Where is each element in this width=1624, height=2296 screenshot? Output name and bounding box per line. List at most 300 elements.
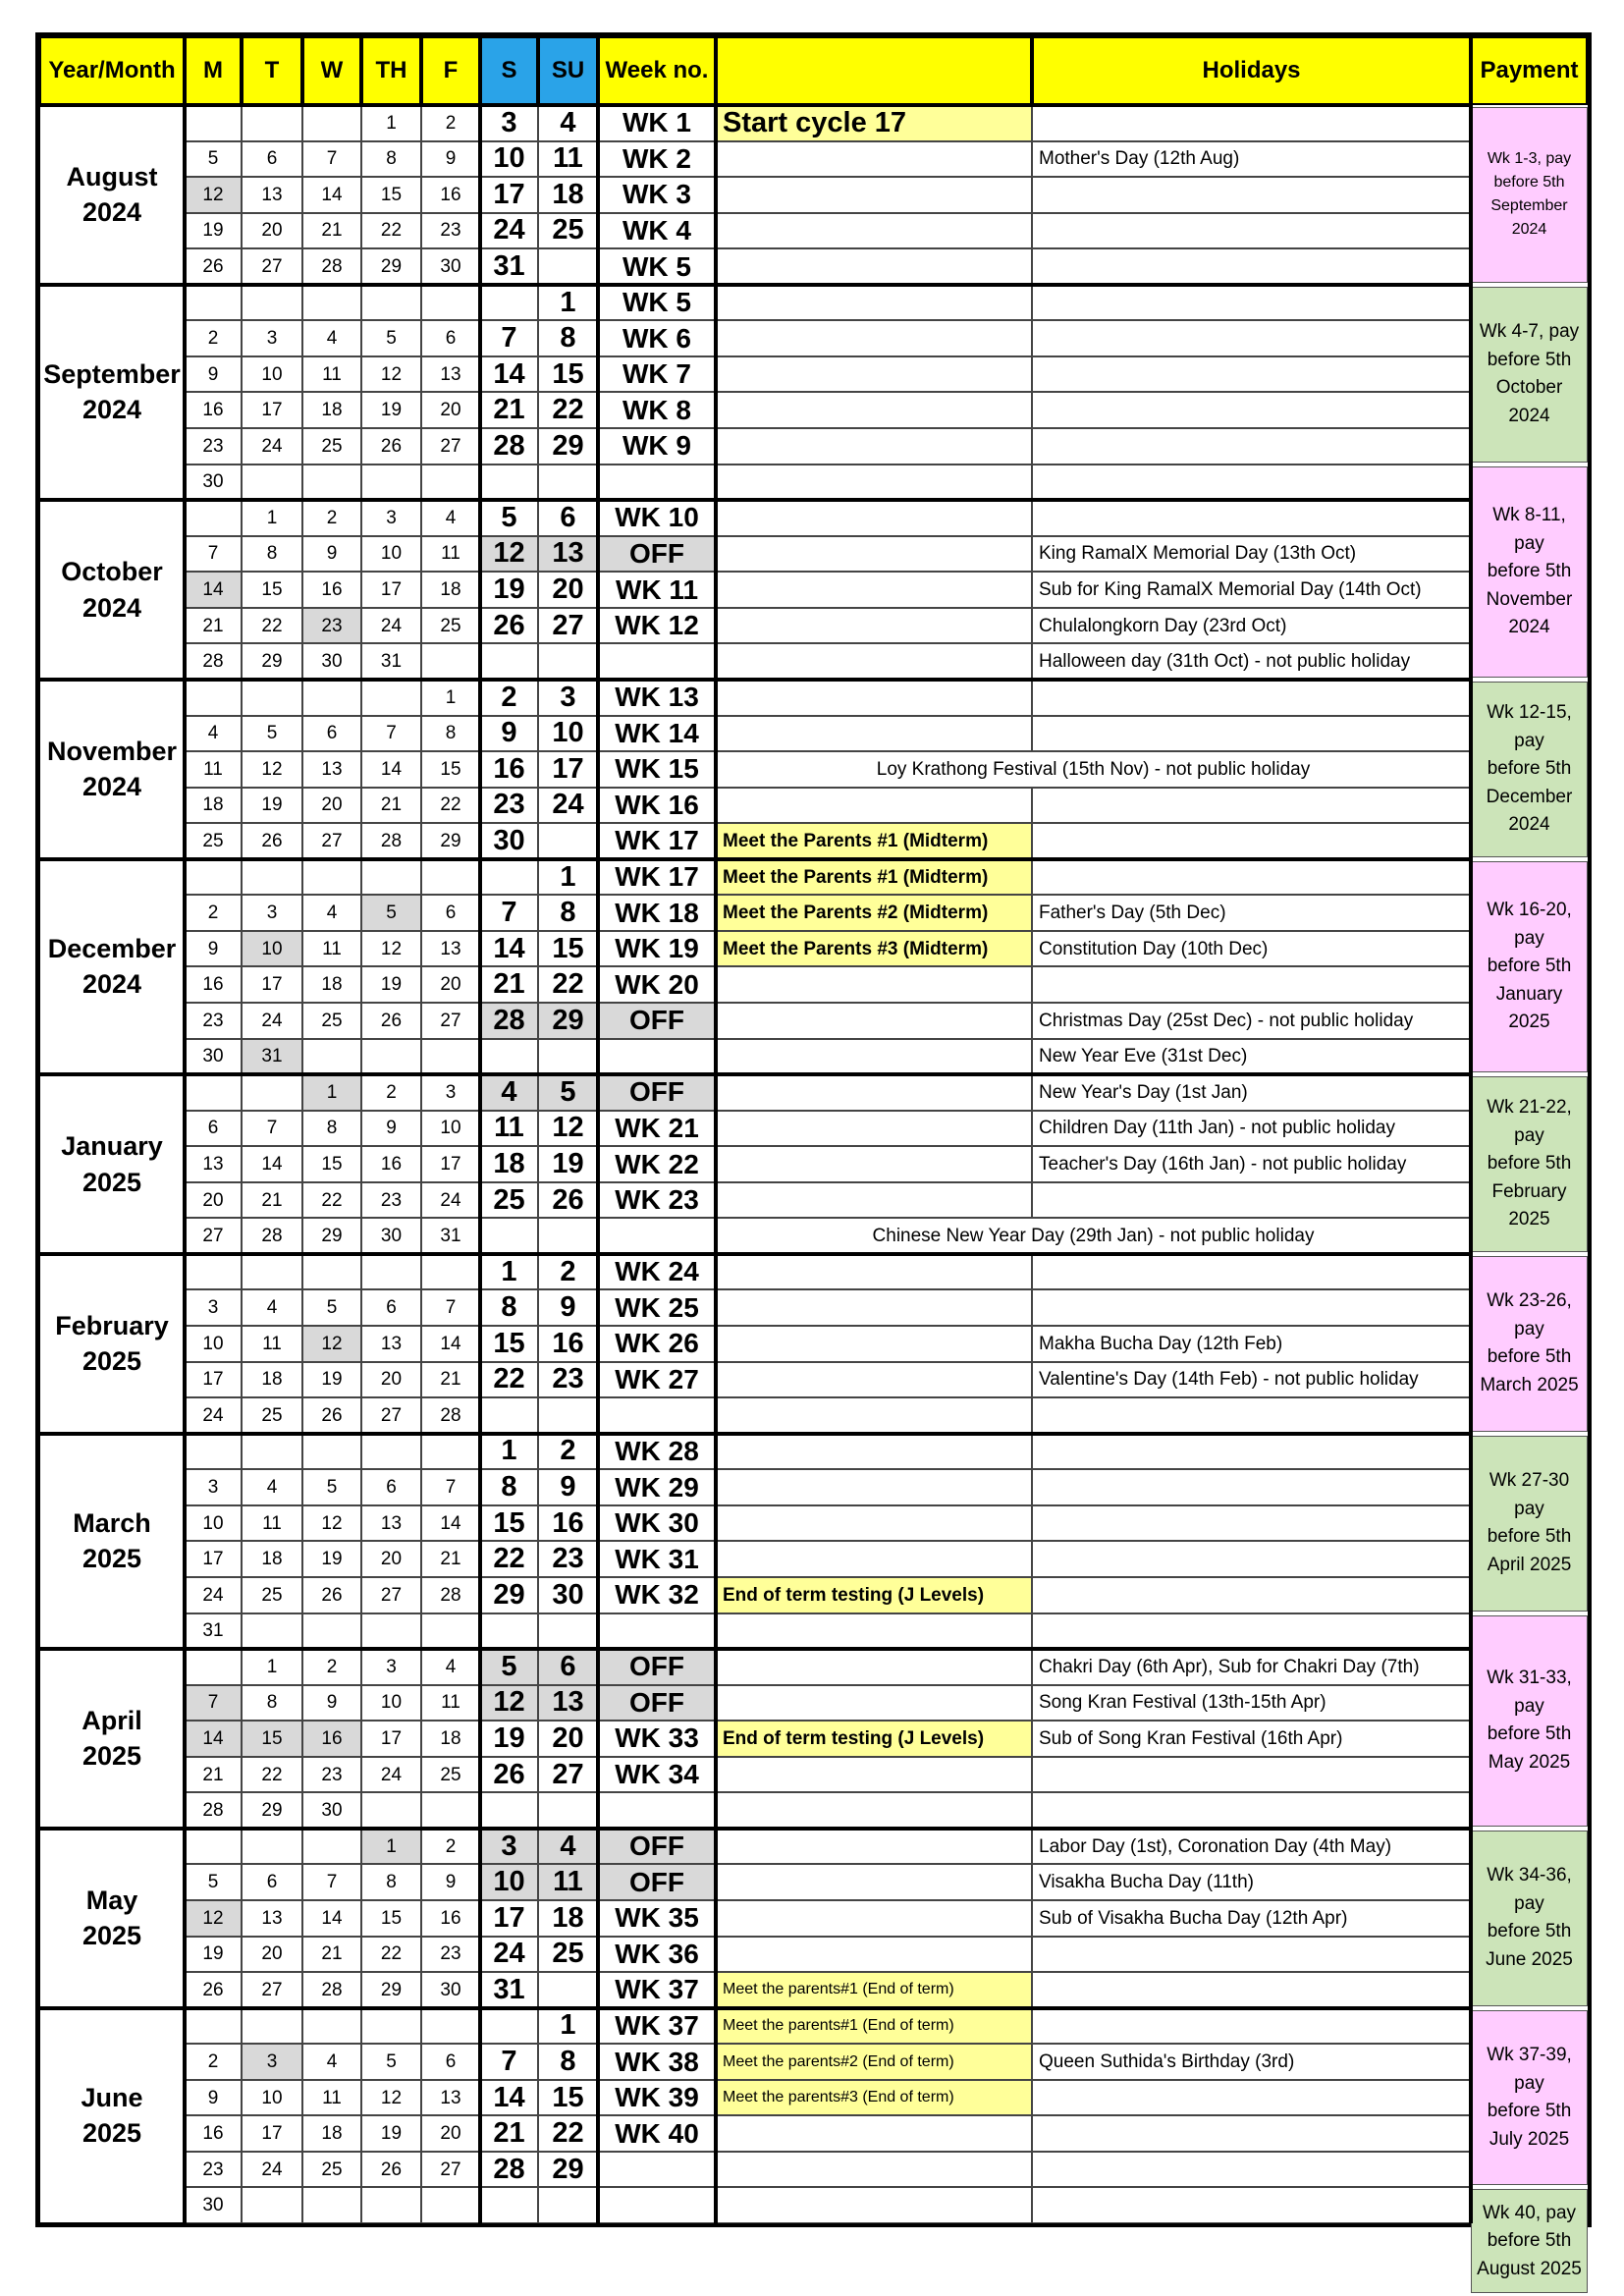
week-number: WK 30 — [598, 1505, 716, 1542]
holiday-note — [1032, 1972, 1471, 2008]
day-cell-fri: 20 — [421, 2115, 480, 2152]
day-cell-sat: 19 — [480, 1721, 538, 1757]
holiday-note — [1032, 213, 1471, 249]
holiday-note — [1032, 2115, 1471, 2152]
day-cell-sun: 15 — [538, 356, 598, 393]
day-cell-wed — [302, 1039, 361, 1075]
day-cell-mon — [185, 1649, 242, 1685]
school-event — [716, 141, 1032, 178]
day-cell-sat: 5 — [480, 500, 538, 536]
holiday-note: Teacher's Day (16th Jan) - not public holiday — [1032, 1146, 1471, 1182]
day-cell-sun — [538, 1613, 598, 1650]
day-cell-wed: 4 — [302, 2044, 361, 2080]
day-cell-thu: 20 — [361, 1362, 421, 1398]
holiday-note: King RamalX Memorial Day (13th Oct) — [1032, 536, 1471, 573]
day-cell-fri: 14 — [421, 1505, 480, 1542]
day-cell-fri: 31 — [421, 1218, 480, 1254]
holiday-note — [1032, 356, 1471, 393]
school-event — [716, 788, 1032, 824]
day-cell-sat: 7 — [480, 895, 538, 931]
school-event — [716, 177, 1032, 213]
holiday-note — [1032, 428, 1471, 465]
day-cell-wed — [302, 680, 361, 716]
week-number: WK 14 — [598, 716, 716, 752]
week-number — [598, 1613, 716, 1650]
day-cell-tue: 15 — [242, 1721, 302, 1757]
day-cell-fri — [421, 1254, 480, 1290]
day-cell-mon: 30 — [185, 2187, 242, 2223]
day-cell-tue: 10 — [242, 356, 302, 393]
holiday-note — [1032, 1397, 1471, 1434]
month-year: 2025 — [81, 1346, 142, 1377]
day-cell-sat: 1 — [480, 1434, 538, 1470]
day-cell-sun: 20 — [538, 1721, 598, 1757]
day-cell-wed: 21 — [302, 1937, 361, 1973]
day-cell-mon — [185, 680, 242, 716]
week-number: OFF — [598, 1864, 716, 1900]
holiday-note: Sub for King RamalX Memorial Day (14th Oct) — [1032, 572, 1471, 608]
day-cell-wed: 5 — [302, 1289, 361, 1326]
day-cell-fri: 7 — [421, 1469, 480, 1505]
day-cell-sun: 2 — [538, 1254, 598, 1290]
day-cell-fri: 25 — [421, 608, 480, 644]
day-cell-fri: 16 — [421, 177, 480, 213]
day-cell-wed: 14 — [302, 1900, 361, 1937]
payment-deadline: Wk 12-15, pay before 5th December 2024 — [1471, 682, 1588, 857]
header-tuesday: T — [242, 36, 302, 105]
header-sunday: SU — [538, 36, 598, 105]
day-cell-sun: 1 — [538, 859, 598, 896]
day-cell-mon: 28 — [185, 1792, 242, 1829]
holiday-note — [1032, 1182, 1471, 1219]
day-cell-thu: 26 — [361, 2152, 421, 2188]
holiday-note: Chulalongkorn Day (23rd Oct) — [1032, 608, 1471, 644]
month-name: September — [43, 359, 181, 390]
day-cell-thu: 15 — [361, 1900, 421, 1937]
day-cell-fri: 2 — [421, 1829, 480, 1865]
week-number: WK 31 — [598, 1541, 716, 1577]
day-cell-tue: 21 — [242, 1182, 302, 1219]
day-cell-sun: 11 — [538, 1864, 598, 1900]
day-cell-wed: 11 — [302, 356, 361, 393]
day-cell-fri: 21 — [421, 1362, 480, 1398]
day-cell-fri: 4 — [421, 1649, 480, 1685]
week-number: WK 32 — [598, 1577, 716, 1613]
day-cell-mon: 24 — [185, 1577, 242, 1613]
day-cell-wed: 18 — [302, 966, 361, 1003]
school-event: Meet the Parents #3 (Midterm) — [716, 931, 1032, 967]
day-cell-wed: 23 — [302, 608, 361, 644]
month-year: 2024 — [81, 395, 142, 425]
day-cell-thu: 14 — [361, 751, 421, 788]
day-cell-thu: 1 — [361, 1829, 421, 1865]
day-cell-sun: 15 — [538, 2080, 598, 2116]
school-event — [716, 320, 1032, 356]
day-cell-thu: 24 — [361, 1757, 421, 1793]
header-friday: F — [421, 36, 480, 105]
day-cell-mon: 30 — [185, 1039, 242, 1075]
school-event — [716, 1469, 1032, 1505]
day-cell-mon: 16 — [185, 392, 242, 428]
day-cell-thu — [361, 1039, 421, 1075]
day-cell-tue: 17 — [242, 392, 302, 428]
month-label — [39, 680, 185, 859]
day-cell-sun: 2 — [538, 1434, 598, 1470]
day-cell-tue: 11 — [242, 1326, 302, 1362]
school-event — [716, 1362, 1032, 1398]
day-cell-wed: 22 — [302, 1182, 361, 1219]
day-cell-mon — [185, 500, 242, 536]
day-cell-sat: 5 — [480, 1649, 538, 1685]
day-cell-wed: 8 — [302, 1111, 361, 1147]
payment-deadline: Wk 37-39, pay before 5th July 2025 — [1471, 2010, 1588, 2186]
month-divider — [39, 1072, 1471, 1076]
day-cell-wed: 26 — [302, 1397, 361, 1434]
day-cell-wed — [302, 859, 361, 896]
day-cell-fri: 2 — [421, 105, 480, 141]
payment-deadline: Wk 23-26, pay before 5th March 2025 — [1471, 1256, 1588, 1432]
day-cell-fri — [421, 859, 480, 896]
day-cell-mon: 28 — [185, 643, 242, 680]
day-cell-sat — [480, 1039, 538, 1075]
day-cell-sat: 10 — [480, 1864, 538, 1900]
week-number — [598, 1218, 716, 1254]
day-cell-mon: 2 — [185, 320, 242, 356]
week-number: OFF — [598, 1685, 716, 1722]
day-cell-fri: 21 — [421, 1541, 480, 1577]
month-label — [39, 1254, 185, 1434]
month-label — [39, 1829, 185, 2008]
week-number: WK 29 — [598, 1469, 716, 1505]
day-cell-sun: 6 — [538, 500, 598, 536]
school-event: End of term testing (J Levels) — [716, 1721, 1032, 1757]
day-cell-mon: 7 — [185, 536, 242, 573]
day-cell-thu: 13 — [361, 1505, 421, 1542]
school-event: Meet the Parents #2 (Midterm) — [716, 895, 1032, 931]
day-cell-sun: 29 — [538, 2152, 598, 2188]
day-cell-mon: 11 — [185, 751, 242, 788]
day-cell-sun: 13 — [538, 1685, 598, 1722]
holiday-note — [1032, 859, 1471, 896]
day-cell-sat: 12 — [480, 536, 538, 573]
day-cell-mon: 2 — [185, 895, 242, 931]
school-event — [716, 1289, 1032, 1326]
week-number: WK 21 — [598, 1111, 716, 1147]
day-cell-sat: 25 — [480, 1182, 538, 1219]
day-cell-thu: 3 — [361, 1649, 421, 1685]
day-cell-sun: 8 — [538, 895, 598, 931]
day-cell-tue: 25 — [242, 1577, 302, 1613]
week-number: WK 5 — [598, 285, 716, 321]
day-cell-mon: 3 — [185, 1469, 242, 1505]
holiday-note — [1032, 1505, 1471, 1542]
day-cell-thu: 28 — [361, 823, 421, 859]
holiday-note: Valentine's Day (14th Feb) - not public holiday — [1032, 1362, 1471, 1398]
school-event — [716, 680, 1032, 716]
payment-deadline: Wk 21-22, pay before 5th February 2025 — [1471, 1076, 1588, 1252]
day-cell-mon: 4 — [185, 716, 242, 752]
column-divider — [478, 36, 482, 2223]
school-event — [716, 1003, 1032, 1039]
day-cell-fri: 27 — [421, 2152, 480, 2188]
day-cell-wed: 25 — [302, 428, 361, 465]
holiday-note — [1032, 2152, 1471, 2188]
day-cell-thu: 5 — [361, 895, 421, 931]
day-cell-fri: 6 — [421, 895, 480, 931]
month-name: November — [46, 736, 178, 766]
day-cell-thu: 24 — [361, 608, 421, 644]
day-cell-thu — [361, 2187, 421, 2223]
day-cell-fri: 30 — [421, 1972, 480, 2008]
holiday-note: Queen Suthida's Birthday (3rd) — [1032, 2044, 1471, 2080]
day-cell-mon: 23 — [185, 428, 242, 465]
day-cell-tue: 5 — [242, 716, 302, 752]
day-cell-sat: 18 — [480, 1146, 538, 1182]
day-cell-thu: 5 — [361, 2044, 421, 2080]
day-cell-tue — [242, 859, 302, 896]
week-number: OFF — [598, 1003, 716, 1039]
day-cell-sun — [538, 823, 598, 859]
header-holidays: Holidays — [1032, 36, 1471, 105]
day-cell-tue: 13 — [242, 177, 302, 213]
day-cell-sun: 29 — [538, 1003, 598, 1039]
holiday-note — [1032, 1434, 1471, 1470]
holiday-note — [1032, 1254, 1471, 1290]
day-cell-thu: 8 — [361, 141, 421, 178]
header-monday: M — [185, 36, 242, 105]
day-cell-thu: 19 — [361, 392, 421, 428]
school-event — [716, 1146, 1032, 1182]
day-cell-thu: 10 — [361, 1685, 421, 1722]
header-week-no: Week no. — [598, 36, 716, 105]
week-number: WK 33 — [598, 1721, 716, 1757]
month-year: 2025 — [81, 1921, 142, 1951]
day-cell-wed: 7 — [302, 1864, 361, 1900]
day-cell-fri — [421, 285, 480, 321]
holiday-note: Song Kran Festival (13th-15th Apr) — [1032, 1685, 1471, 1722]
day-cell-wed: 25 — [302, 2152, 361, 2188]
day-cell-mon: 14 — [185, 1721, 242, 1757]
day-cell-wed: 6 — [302, 716, 361, 752]
day-cell-thu: 20 — [361, 1541, 421, 1577]
day-cell-tue: 19 — [242, 788, 302, 824]
holiday-note: Constitution Day (10th Dec) — [1032, 931, 1471, 967]
day-cell-tue — [242, 1829, 302, 1865]
holiday-note — [1032, 716, 1471, 752]
month-year: 2024 — [81, 772, 142, 802]
day-cell-sun: 23 — [538, 1362, 598, 1398]
day-cell-sat: 28 — [480, 428, 538, 465]
day-cell-sat — [480, 1613, 538, 1650]
day-cell-mon: 26 — [185, 248, 242, 285]
day-cell-mon: 16 — [185, 966, 242, 1003]
day-cell-tue: 25 — [242, 1397, 302, 1434]
day-cell-mon — [185, 285, 242, 321]
holiday-note: New Year Eve (31st Dec) — [1032, 1039, 1471, 1075]
day-cell-mon: 10 — [185, 1505, 242, 1542]
school-event — [716, 1182, 1032, 1219]
day-cell-mon: 13 — [185, 1146, 242, 1182]
day-cell-wed: 18 — [302, 392, 361, 428]
day-cell-fri: 16 — [421, 1900, 480, 1937]
day-cell-fri: 4 — [421, 500, 480, 536]
holiday-note — [1032, 1757, 1471, 1793]
holiday-note — [1032, 500, 1471, 536]
week-number: WK 24 — [598, 1254, 716, 1290]
day-cell-sun: 13 — [538, 536, 598, 573]
day-cell-sat — [480, 643, 538, 680]
day-cell-thu: 12 — [361, 931, 421, 967]
week-number: WK 38 — [598, 2044, 716, 2080]
day-cell-thu: 1 — [361, 105, 421, 141]
day-cell-thu — [361, 2008, 421, 2045]
school-event — [716, 1397, 1032, 1434]
holiday-note: New Year's Day (1st Jan) — [1032, 1074, 1471, 1111]
day-cell-fri: 13 — [421, 356, 480, 393]
month-name: March — [73, 1507, 151, 1538]
holiday-note — [1032, 320, 1471, 356]
week-number: WK 1 — [598, 105, 716, 141]
month-divider — [39, 1647, 1471, 1651]
holiday-note — [1032, 285, 1471, 321]
day-cell-sun: 5 — [538, 1074, 598, 1111]
month-label — [39, 1434, 185, 1649]
day-cell-mon: 17 — [185, 1362, 242, 1398]
week-number: WK 13 — [598, 680, 716, 716]
day-cell-fri: 20 — [421, 392, 480, 428]
day-cell-sun: 24 — [538, 788, 598, 824]
day-cell-sun: 25 — [538, 213, 598, 249]
day-cell-sat: 26 — [480, 608, 538, 644]
week-number — [598, 1397, 716, 1434]
day-cell-fri: 23 — [421, 1937, 480, 1973]
day-cell-sat: 8 — [480, 1289, 538, 1326]
day-cell-wed: 4 — [302, 320, 361, 356]
month-year: 2025 — [81, 1544, 142, 1574]
day-cell-tue: 24 — [242, 1003, 302, 1039]
day-cell-fri: 11 — [421, 536, 480, 573]
day-cell-sat — [480, 1397, 538, 1434]
day-cell-tue: 4 — [242, 1469, 302, 1505]
day-cell-mon: 17 — [185, 1541, 242, 1577]
day-cell-mon: 12 — [185, 177, 242, 213]
day-cell-fri: 25 — [421, 1757, 480, 1793]
school-event — [716, 536, 1032, 573]
day-cell-wed: 28 — [302, 1972, 361, 2008]
day-cell-wed: 11 — [302, 931, 361, 967]
day-cell-sun: 4 — [538, 1829, 598, 1865]
week-number: WK 8 — [598, 392, 716, 428]
day-cell-tue: 29 — [242, 1792, 302, 1829]
day-cell-fri: 28 — [421, 1577, 480, 1613]
week-number — [598, 643, 716, 680]
day-cell-sun: 18 — [538, 177, 598, 213]
day-cell-sun — [538, 248, 598, 285]
school-event — [716, 1505, 1032, 1542]
day-cell-sat: 29 — [480, 1577, 538, 1613]
day-cell-thu — [361, 285, 421, 321]
month-divider — [39, 2006, 1471, 2010]
day-cell-fri — [421, 1613, 480, 1650]
month-name: October — [61, 557, 163, 587]
day-cell-tue: 11 — [242, 1505, 302, 1542]
holiday-note — [1032, 2008, 1471, 2045]
month-divider — [39, 857, 1471, 861]
holiday-note — [1032, 1541, 1471, 1577]
day-cell-sat — [480, 1218, 538, 1254]
day-cell-tue — [242, 285, 302, 321]
school-event — [716, 572, 1032, 608]
day-cell-thu — [361, 859, 421, 896]
school-event — [716, 1864, 1032, 1900]
day-cell-sat: 22 — [480, 1362, 538, 1398]
column-divider — [1469, 36, 1473, 2223]
day-cell-sun: 27 — [538, 1757, 598, 1793]
day-cell-sat: 14 — [480, 931, 538, 967]
week-number: WK 6 — [598, 320, 716, 356]
day-cell-sun — [538, 465, 598, 501]
day-cell-wed: 25 — [302, 1003, 361, 1039]
school-event — [716, 1829, 1032, 1865]
day-cell-wed: 26 — [302, 1577, 361, 1613]
week-number: WK 22 — [598, 1146, 716, 1182]
month-year: 2024 — [81, 969, 142, 1000]
school-event — [716, 1254, 1032, 1290]
column-divider — [183, 36, 187, 2223]
day-cell-mon: 21 — [185, 608, 242, 644]
day-cell-wed — [302, 2008, 361, 2045]
day-cell-sun: 29 — [538, 428, 598, 465]
holiday-note — [1032, 1792, 1471, 1829]
day-cell-tue: 18 — [242, 1541, 302, 1577]
day-cell-sat: 12 — [480, 1685, 538, 1722]
day-cell-sat: 23 — [480, 788, 538, 824]
day-cell-tue: 8 — [242, 536, 302, 573]
holiday-note: Loy Krathong Festival (15th Nov) - not public holiday — [716, 751, 1471, 788]
day-cell-wed: 11 — [302, 2080, 361, 2116]
day-cell-sat: 15 — [480, 1326, 538, 1362]
day-cell-sat: 14 — [480, 2080, 538, 2116]
header-thursday: TH — [361, 36, 421, 105]
school-event: Meet the parents#1 (End of term) — [716, 2008, 1032, 2045]
day-cell-sat: 26 — [480, 1757, 538, 1793]
day-cell-sun: 8 — [538, 2044, 598, 2080]
day-cell-thu: 26 — [361, 428, 421, 465]
day-cell-mon — [185, 2008, 242, 2045]
week-number: WK 10 — [598, 500, 716, 536]
day-cell-thu: 30 — [361, 1218, 421, 1254]
day-cell-sun: 22 — [538, 966, 598, 1003]
day-cell-sun: 4 — [538, 105, 598, 141]
week-number: OFF — [598, 1829, 716, 1865]
day-cell-sat: 28 — [480, 2152, 538, 2188]
school-event — [716, 608, 1032, 644]
day-cell-tue — [242, 1434, 302, 1470]
day-cell-thu: 3 — [361, 500, 421, 536]
school-event: Start cycle 17 — [716, 105, 1032, 141]
day-cell-thu: 17 — [361, 572, 421, 608]
day-cell-sat — [480, 2187, 538, 2223]
week-number: WK 19 — [598, 931, 716, 967]
day-cell-wed: 2 — [302, 1649, 361, 1685]
day-cell-sun: 19 — [538, 1146, 598, 1182]
day-cell-wed — [302, 1254, 361, 1290]
day-cell-wed: 13 — [302, 751, 361, 788]
month-divider — [39, 678, 1471, 682]
header-payment: Payment — [1471, 36, 1588, 105]
day-cell-sun: 6 — [538, 1649, 598, 1685]
week-number: WK 2 — [598, 141, 716, 178]
